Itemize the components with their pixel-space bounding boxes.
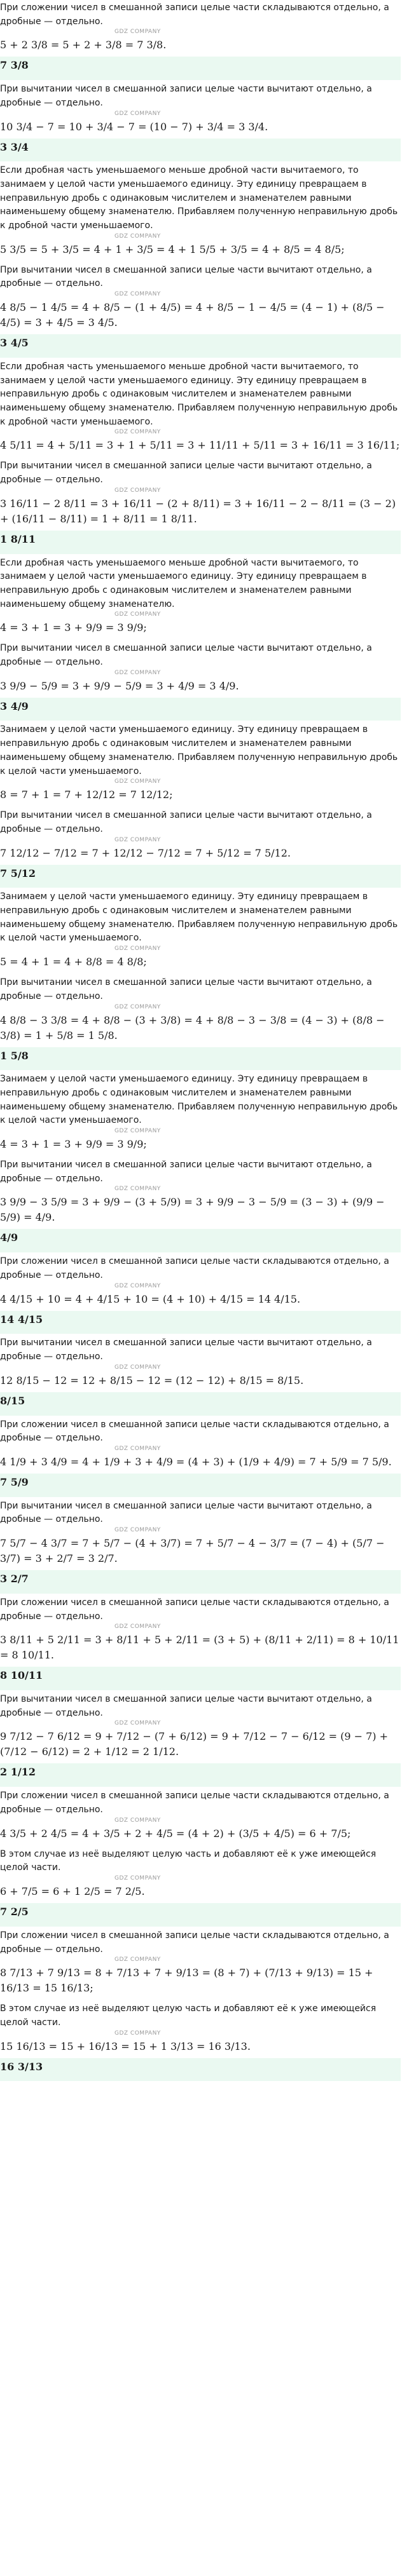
step-answer: 3 3/4 bbox=[0, 139, 401, 162]
step-equation: 10 3/4 − 7 = 10 + 3/4 − 7 = (10 − 7) + 3/4 = 3 3/4. bbox=[0, 120, 268, 133]
solution-step bbox=[0, 808, 402, 889]
step-explanation: При сложении чисел в смешанной записи целые части складываются отдельно, а дробные — отдельно. bbox=[0, 3, 389, 27]
step-equation: 9 7/12 − 7 6/12 = 9 + 7/12 − (7 + 6/12) = 9 + 7/12 − 7 − 6/12 = (9 − 7) + (7/12 − 6/12) = 2 + 1/12 = 2 1/12. bbox=[0, 1730, 389, 1758]
step-equation: 7 5/7 − 4 3/7 = 7 + 5/7 − (4 + 3/7) = 7 + 5/7 − 4 − 3/7 = (7 − 4) + (5/7 − 3/7) = 3 + 2/7 = 3 2/7. bbox=[0, 1537, 385, 1565]
solution-step bbox=[0, 1157, 402, 1254]
solution-step bbox=[0, 1847, 402, 1928]
watermark: GDZ COMPANY bbox=[114, 1364, 161, 1371]
step-equation: 4 4/15 + 10 = 4 + 4/15 + 10 = (4 + 10) + 4/15 = 14 4/15. bbox=[0, 1292, 301, 1305]
watermark: GDZ COMPANY bbox=[114, 946, 161, 952]
step-answer: 8/15 bbox=[0, 1392, 401, 1416]
step-explanation: При вычитании чисел в смешанной записи целые части вычитают отдельно, а дробные — отдельно. bbox=[0, 1500, 372, 1525]
step-equation: 5 + 2 3/8 = 5 + 2 + 3/8 = 7 3/8. bbox=[0, 39, 167, 51]
step-explanation: При сложении чисел в смешанной записи целые части складываются отдельно, а дробные — отдельно. bbox=[0, 1597, 389, 1622]
solution-step bbox=[0, 0, 402, 81]
step-answer: 1 8/11 bbox=[0, 531, 401, 554]
step-explanation: При сложении чисел в смешанной записи целые части складываются отдельно, а дробные — отдельно. bbox=[0, 1930, 389, 1955]
step-equation: 3 9/9 − 3 5/9 = 3 + 9/9 − (3 + 5/9) = 3 + 9/9 − 3 − 5/9 = (3 − 3) + (9/9 − 5/9) = 4/9. bbox=[0, 1196, 385, 1224]
step-answer: 2 1/12 bbox=[0, 1763, 401, 1787]
step-explanation: Если дробная часть уменьшаемого меньше дробной части вычитаемого, то занимаем у целой части уменьшаемого единицу. Эту единицу превращаем в неправильную дробь с одинаковым числителем и знаменателем равными наименьшему общему знаменателю. Прибавляем полученную неправильную дробь к дробной части уменьшаемого. bbox=[0, 165, 398, 231]
step-explanation: В этом случае из неё выделяют целую часть и добавляют её к уже имеющейся целой части. bbox=[0, 2003, 377, 2028]
step-answer: 3 4/5 bbox=[0, 334, 401, 358]
solution-step bbox=[0, 1417, 402, 1498]
solution-step bbox=[0, 975, 402, 1071]
step-equation: 3 16/11 − 2 8/11 = 3 + 16/11 − (2 + 8/11) = 3 + 16/11 − 2 − 8/11 = (3 − 2) + (16/11 − 8/11) = 1 + 8/11 = 1 8/11. bbox=[0, 497, 396, 525]
watermark: GDZ COMPANY bbox=[114, 233, 161, 240]
step-equation: 15 16/13 = 15 + 16/13 = 15 + 1 3/13 = 16 3/13. bbox=[0, 2040, 251, 2052]
step-explanation: При вычитании чисел в смешанной записи целые части вычитают отдельно, а дробные — отдельно. bbox=[0, 1694, 372, 1718]
step-answer: 7 5/9 bbox=[0, 1474, 401, 1497]
step-explanation: При вычитании чисел в смешанной записи целые части вычитают отдельно, а дробные — отдельно. bbox=[0, 84, 372, 108]
step-explanation: При сложении чисел в смешанной записи целые части складываются отдельно, а дробные — отдельно. bbox=[0, 1791, 389, 1815]
step-equation: 5 3/5 = 5 + 3/5 = 4 + 1 + 3/5 = 4 + 1 5/5 + 3/5 = 4 + 8/5 = 4 8/5; bbox=[0, 243, 345, 255]
step-answer: 7 2/5 bbox=[0, 1903, 401, 1927]
step-answer: 4/9 bbox=[0, 1229, 401, 1252]
step-answer: 14 4/15 bbox=[0, 1311, 401, 1334]
watermark: GDZ COMPANY bbox=[114, 1875, 161, 1882]
watermark: GDZ COMPANY bbox=[114, 487, 161, 494]
watermark: GDZ COMPANY bbox=[114, 1817, 161, 1824]
step-equation: 4 3/5 + 2 4/5 = 4 + 3/5 + 2 + 4/5 = (4 + 2) + (3/5 + 4/5) = 6 + 7/5; bbox=[0, 1827, 351, 1840]
step-answer: 1 5/8 bbox=[0, 1047, 401, 1071]
step-equation: 8 7/13 + 7 9/13 = 8 + 7/13 + 7 + 9/13 = (8 + 7) + (7/13 + 9/13) = 15 + 16/13 = 15 16/13; bbox=[0, 1967, 373, 1995]
step-explanation: Если дробная часть уменьшаемого меньше дробной части вычитаемого, то занимаем у целой части уменьшаемого единицу. Эту единицу превращаем в неправильную дробь с одинаковым числителем и знаменателем равными наименьшему общему знаменателю. Прибавляем полученную неправильную дробь к дробной части уменьшаемого. bbox=[0, 361, 398, 427]
watermark: GDZ COMPANY bbox=[114, 110, 161, 117]
step-equation: 3 9/9 − 5/9 = 3 + 9/9 − 5/9 = 3 + 4/9 = 3 4/9. bbox=[0, 679, 239, 692]
solution-step bbox=[0, 1691, 402, 1788]
solution-step bbox=[0, 1254, 402, 1335]
step-explanation: При вычитании чисел в смешанной записи целые части вычитают отдельно, а дробные — отдельно. bbox=[0, 643, 372, 667]
step-explanation: При вычитании чисел в смешанной записи целые части вычитают отдельно, а дробные — отдельно. bbox=[0, 977, 372, 1001]
solution-step bbox=[0, 1788, 402, 1846]
step-equation: 4 = 3 + 1 = 3 + 9/9 = 3 9/9; bbox=[0, 1138, 147, 1151]
step-equation: 6 + 7/5 = 6 + 1 2/5 = 7 2/5. bbox=[0, 1885, 145, 1898]
solution-step bbox=[0, 1498, 402, 1595]
watermark: GDZ COMPANY bbox=[114, 778, 161, 785]
step-explanation: Занимаем у целой части уменьшаемого единицу. Эту единицу превращаем в неправильную дробь с одинаковым числителем и знаменателем равными наименьшему общему знаменателю. Прибавляем полученную неправильную дробь к целой части уменьшаемого. bbox=[0, 1074, 398, 1126]
watermark: GDZ COMPANY bbox=[114, 669, 161, 676]
solution-step bbox=[0, 262, 402, 359]
step-explanation: Занимаем у целой части уменьшаемого единицу. Эту единицу превращаем в неправильную дробь с одинаковым числителем и знаменателем равными наименьшему общему знаменателю. Прибавляем полученную неправильную дробь к целой части уменьшаемого. bbox=[0, 724, 398, 776]
watermark: GDZ COMPANY bbox=[114, 1128, 161, 1135]
watermark: GDZ COMPANY bbox=[114, 836, 161, 843]
watermark: GDZ COMPANY bbox=[114, 1186, 161, 1193]
solution-step bbox=[0, 1928, 402, 2001]
step-equation: 4 = 3 + 1 = 3 + 9/9 = 3 9/9; bbox=[0, 621, 147, 634]
watermark: GDZ COMPANY bbox=[114, 1720, 161, 1727]
watermark: GDZ COMPANY bbox=[114, 1624, 161, 1630]
step-equation: 5 = 4 + 1 = 4 + 8/8 = 4 8/8; bbox=[0, 956, 147, 968]
step-equation: 7 12/12 − 7/12 = 7 + 12/12 − 7/12 = 7 + 5/12 = 7 5/12. bbox=[0, 846, 291, 859]
step-equation: 12 8/15 − 12 = 12 + 8/15 − 12 = (12 − 12) + 8/15 = 8/15. bbox=[0, 1374, 304, 1386]
watermark: GDZ COMPANY bbox=[114, 429, 161, 436]
step-equation: 8 = 7 + 1 = 7 + 12/12 = 7 12/12; bbox=[0, 789, 173, 801]
step-equation: 4 5/11 = 4 + 5/11 = 3 + 1 + 5/11 = 3 + 11/11 + 5/11 = 3 + 16/11 = 3 16/11; bbox=[0, 439, 400, 452]
step-equation: 4 8/5 − 1 4/5 = 4 + 8/5 − (1 + 4/5) = 4 + 8/5 − 1 − 4/5 = (4 − 1) + (8/5 − 4/5) = 3 + 4/5 = 3 4/5. bbox=[0, 301, 385, 329]
step-explanation: При вычитании чисел в смешанной записи целые части вычитают отдельно, а дробные — отдельно. bbox=[0, 1338, 372, 1362]
step-equation: 4 1/9 + 3 4/9 = 4 + 1/9 + 3 + 4/9 = (4 + 3) + (1/9 + 4/9) = 7 + 5/9 = 7 5/9. bbox=[0, 1455, 392, 1468]
watermark: GDZ COMPANY bbox=[114, 1003, 161, 1010]
solution-step bbox=[0, 1071, 402, 1157]
step-explanation: Занимаем у целой части уменьшаемого единицу. Эту единицу превращаем в неправильную дробь с одинаковым числителем и знаменателем равными наименьшему общему знаменателю. Прибавляем полученную неправильную дробь к целой части уменьшаемого. bbox=[0, 891, 398, 944]
solution-step bbox=[0, 722, 402, 808]
step-explanation: При сложении чисел в смешанной записи целые части складываются отдельно, а дробные — отдельно. bbox=[0, 1256, 389, 1280]
step-equation: 3 8/11 + 5 2/11 = 3 + 8/11 + 5 + 2/11 = (3 + 5) + (8/11 + 2/11) = 8 + 10/11 = 8 10/11. bbox=[0, 1634, 399, 1662]
watermark: GDZ COMPANY bbox=[114, 1282, 161, 1289]
step-answer: 7 3/8 bbox=[0, 57, 401, 80]
step-answer: 3 2/7 bbox=[0, 1570, 401, 1594]
solution-step bbox=[0, 2001, 402, 2082]
step-explanation: Если дробная часть уменьшаемого меньше дробной части вычитаемого, то занимаем у целой части уменьшаемого единицу. Эту единицу превращаем в неправильную дробь с одинаковым числителем и знаменателем равными наименьшему общему знаменателю. bbox=[0, 557, 367, 609]
watermark: GDZ COMPANY bbox=[114, 1527, 161, 1534]
solution-step bbox=[0, 1335, 402, 1416]
solution-step bbox=[0, 458, 402, 555]
watermark: GDZ COMPANY bbox=[114, 1956, 161, 1963]
solution-step bbox=[0, 1595, 402, 1691]
step-answer: 8 10/11 bbox=[0, 1667, 401, 1690]
step-explanation: В этом случае из неё выделяют целую часть и добавляют её к уже имеющейся целой части. bbox=[0, 1848, 377, 1873]
step-explanation: При вычитании чисел в смешанной записи целые части вычитают отдельно, а дробные — отдельно. bbox=[0, 1160, 372, 1184]
step-answer: 7 5/12 bbox=[0, 865, 401, 888]
solution-step bbox=[0, 555, 402, 641]
step-answer: 16 3/13 bbox=[0, 2058, 401, 2082]
solution-step bbox=[0, 359, 402, 458]
step-explanation: При вычитании чисел в смешанной записи целые части вычитают отдельно, а дробные — отдельно. bbox=[0, 461, 372, 485]
solution-step bbox=[0, 163, 402, 262]
solution-step bbox=[0, 81, 402, 163]
step-answer: 3 4/9 bbox=[0, 698, 401, 721]
watermark: GDZ COMPANY bbox=[114, 29, 161, 36]
watermark: GDZ COMPANY bbox=[114, 611, 161, 618]
step-explanation: При вычитании чисел в смешанной записи целые части вычитают отдельно, а дробные — отдельно. bbox=[0, 810, 372, 834]
step-explanation: При сложении чисел в смешанной записи целые части складываются отдельно, а дробные — отдельно. bbox=[0, 1419, 389, 1444]
solution-step bbox=[0, 889, 402, 975]
solution-step bbox=[0, 641, 402, 722]
step-equation: 4 8/8 − 3 3/8 = 4 + 8/8 − (3 + 3/8) = 4 + 8/8 − 3 − 3/8 = (4 − 3) + (8/8 − 3/8) = 1 + 5/8 = 1 5/8. bbox=[0, 1013, 385, 1041]
watermark: GDZ COMPANY bbox=[114, 2030, 161, 2037]
watermark: GDZ COMPANY bbox=[114, 291, 161, 298]
watermark: GDZ COMPANY bbox=[114, 1445, 161, 1452]
step-explanation: При вычитании чисел в смешанной записи целые части вычитают отдельно, а дробные — отдельно. bbox=[0, 264, 372, 289]
